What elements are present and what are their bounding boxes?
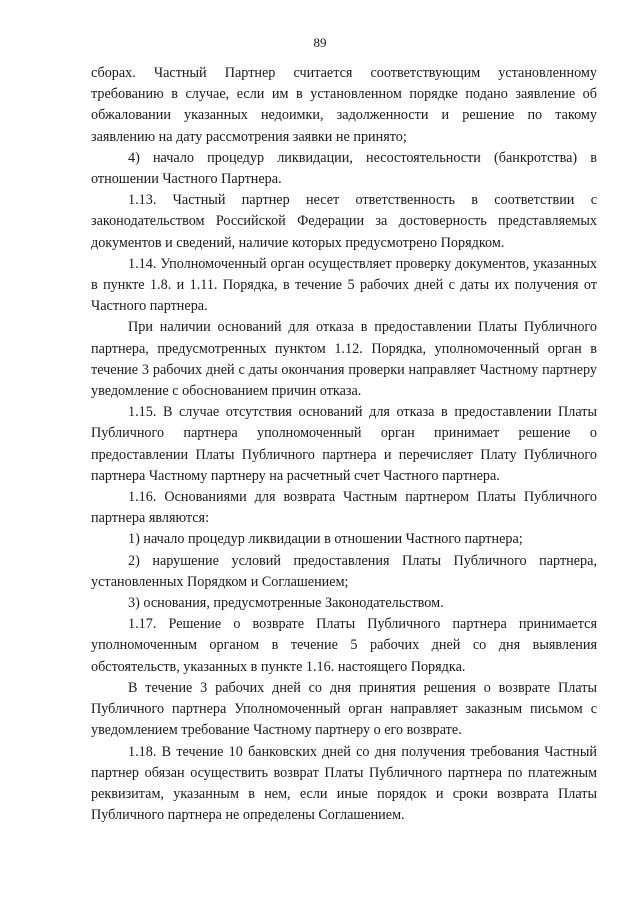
paragraph-item-4-liquidation: 4) начало процедур ликвидации, несостоятельности (банкротства) в отношении Частного Партнера. [91,149,597,188]
paragraph-clause-1-17: 1.17. Решение о возврате Платы Публичного партнера принимается уполномоченным органом в течение 5 рабочих дней со дня выявления обстоятельств, указанных в пункте 1.16. настоящего Порядка. [91,616,597,675]
page-number: 89 [313,35,327,50]
paragraph-return-ground-1: 1) начало процедур ликвидации в отношении Частного партнера; [128,531,523,548]
paragraph-return-notice: В течение 3 рабочих дней со дня принятия решения о возврате Платы Публичного партнера Уполномоченный орган направляет заказным письмом с уведомлением требование Частному партнеру о его возврате. [91,679,597,739]
document-body [91,63,597,826]
paragraph-clause-1-18: 1.18. В течение 10 банковских дней со дня получения требования Частный партнер обязан осуществить возврат Платы Публичного партнера по платежным реквизитам, указанным в нем, если иные порядок и сроки возврата Платы Публичного партнера не определены Соглашением. [91,743,597,824]
paragraph-clause-1-13: 1.13. Частный партнер несет ответственность в соответствии с законодательством Российской Федерации за достоверность представляемых документов и сведений, наличие которых предусмотрено Порядком. [91,192,597,251]
paragraph-return-ground-2: 2) нарушение условий предоставления Платы Публичного партнера, установленных Порядком и Соглашением; [91,552,597,590]
paragraph-tax-continuation: сборах. Частный Партнер считается соответствующим установленному требованию в случае, если им в установленном порядке подано заявление об обжаловании указанных недоимки, задолженности и решение по такому заявлению на дату рассмотрения заявки не принято; [91,65,597,145]
paragraph-clause-1-14: 1.14. Уполномоченный орган осуществляет проверку документов, указанных в пункте 1.8. и 1.11. Порядка, в течение 5 рабочих дней с даты их получения от Частного партнера. [91,255,597,315]
paragraph-refusal-grounds: При наличии оснований для отказа в предоставлении Платы Публичного партнера, предусмотренных пунктом 1.12. Порядка, уполномоченный орган в течение 3 рабочих дней с даты окончания проверки направляет Частному партнеру уведомление с обоснованием причин отказа. [91,319,597,400]
paragraph-clause-1-16: 1.16. Основаниями для возврата Частным партнером Платы Публичного партнера являются: [91,489,597,527]
paragraph-clause-1-15: 1.15. В случае отсутствия оснований для отказа в предоставлении Платы Публичного партнера уполномоченный орган принимает решение о предоставлении Платы Публичного партнера и перечисляет Плату Публичного партнера Частному партнеру на расчетный счет Частного партнера. [91,404,597,484]
paragraph-return-ground-3: 3) основания, предусмотренные Законодательством. [128,595,444,612]
